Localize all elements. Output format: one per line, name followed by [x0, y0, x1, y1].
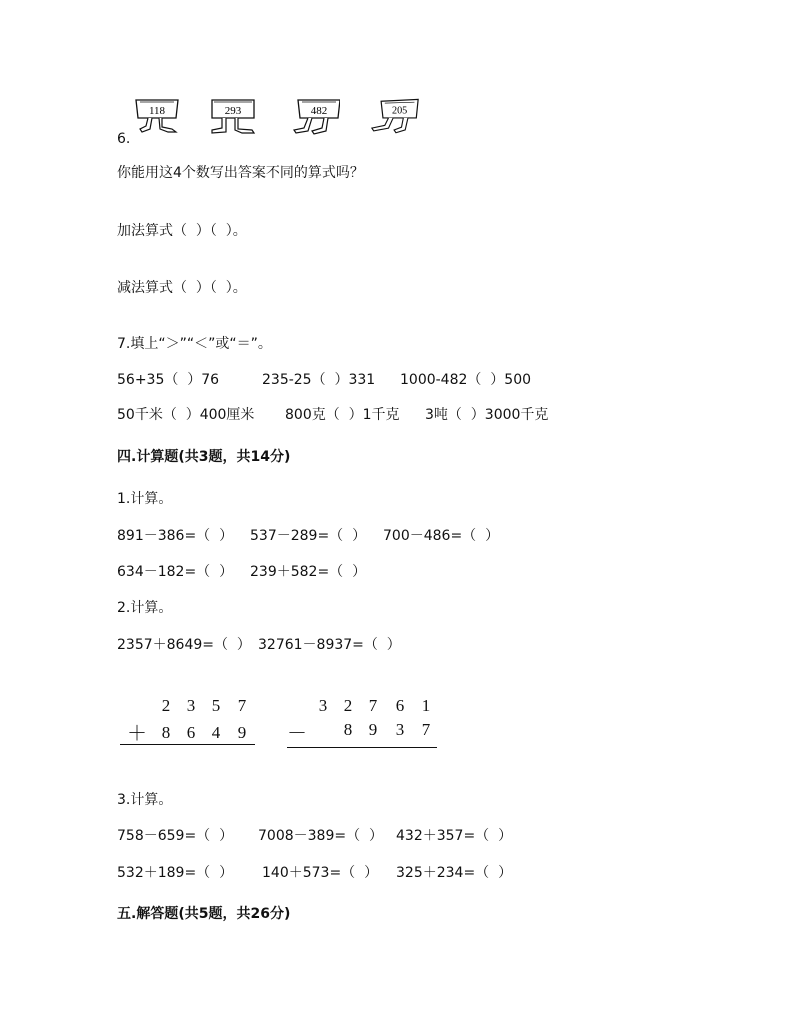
number-card-walker-icon [132, 96, 182, 138]
sub-bottom-digit: 3 [395, 720, 405, 739]
s4-q1-item: 537－289=（ ） [250, 528, 367, 544]
section4-title: 四.计算题(共3题，共14分) [117, 449, 291, 465]
s4-q2-title: 2.计算。 [117, 600, 173, 616]
add-bottom-digit: 9 [237, 723, 247, 742]
q7-item: 235-25（ ）331 [262, 372, 376, 388]
q6-addition: 加法算式（ ）（ ）。 [117, 223, 247, 239]
sub-top-digit: 1 [421, 696, 431, 715]
minus-sign: － [287, 721, 307, 745]
number-card-walker-icon [208, 96, 258, 138]
add-top-digit: 7 [237, 696, 247, 715]
q7-item: 56+35（ ）76 [117, 372, 220, 388]
add-top-digit: 2 [161, 696, 171, 715]
addition-line [120, 744, 255, 745]
add-bottom-digit: 6 [186, 723, 196, 742]
sub-top-digit: 6 [395, 696, 405, 715]
s4-q3-item: 7008－389=（ ） [258, 828, 383, 844]
sub-top-digit: 7 [368, 696, 378, 715]
number-card-walker-icon [290, 96, 340, 138]
s4-q3-item: 140＋573=（ ） [262, 865, 379, 881]
s4-q2-item: 2357＋8649=（ ） [117, 637, 251, 653]
q7-item: 3吨（ ）3000千克 [425, 407, 549, 423]
sub-bottom-digit: 8 [343, 720, 353, 739]
add-top-digit: 3 [186, 696, 196, 715]
add-bottom-digit: 4 [211, 723, 221, 742]
s4-q3-title: 3.计算。 [117, 792, 173, 808]
s4-q3-item: 432＋357=（ ） [396, 828, 513, 844]
s4-q1-item: 634－182=（ ） [117, 564, 234, 580]
sub-top-digit: 2 [343, 696, 353, 715]
sub-bottom-digit: 9 [368, 720, 378, 739]
q6-number: 6. [117, 131, 131, 147]
card-number-1: 118 [148, 105, 166, 117]
subtraction-line [287, 747, 437, 748]
section5-title: 五.解答题(共5题，共26分) [117, 906, 291, 922]
s4-q1-item: 239＋582=（ ） [250, 564, 367, 580]
plus-sign: ＋ [127, 721, 147, 745]
s4-q2-item: 32761－8937=（ ） [258, 637, 401, 653]
q6-subtraction: 减法算式（ ）（ ）。 [117, 280, 247, 296]
card-number-2: 293 [224, 105, 242, 117]
s4-q1-item: 700－486=（ ） [383, 528, 500, 544]
s4-q3-item: 758－659=（ ） [117, 828, 234, 844]
q7-item: 800克（ ）1千克 [285, 407, 400, 423]
s4-q1-item: 891－386=（ ） [117, 528, 234, 544]
q7-item: 1000-482（ ）500 [400, 372, 532, 388]
q7-item: 50千米（ ）400厘米 [117, 407, 255, 423]
add-top-digit: 5 [211, 696, 221, 715]
q6-question: 你能用这4个数写出答案不同的算式吗？ [117, 165, 364, 181]
card-number-3: 482 [310, 105, 328, 117]
sub-bottom-digit: 7 [421, 720, 431, 739]
add-bottom-digit: 8 [161, 723, 171, 742]
s4-q1-title: 1.计算。 [117, 491, 173, 507]
s4-q3-item: 532＋189=（ ） [117, 865, 234, 881]
number-card-walker-icon [370, 96, 420, 138]
card-number-4: 205 [391, 105, 408, 117]
s4-q3-item: 325＋234=（ ） [396, 865, 513, 881]
q7-title: 7.填上“＞”“＜”或“＝”。 [117, 336, 272, 352]
sub-top-digit: 3 [318, 696, 328, 715]
